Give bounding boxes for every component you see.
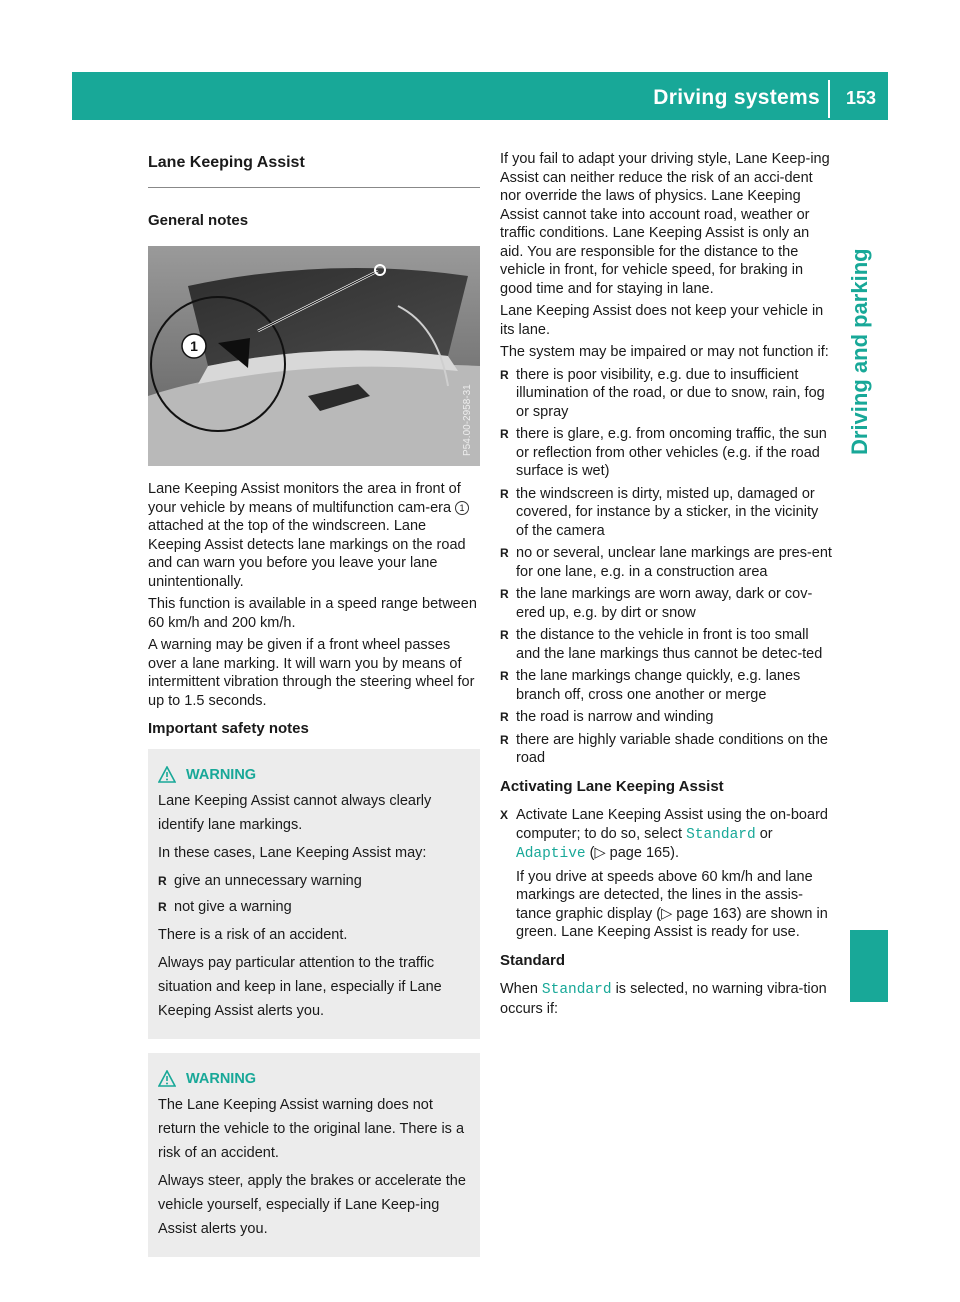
list-item: R there are highly variable shade conditions on the road <box>500 731 828 766</box>
warning-text: The Lane Keeping Assist warning does not return the vehicle to the original lane. There is a risk of an accident. <box>158 1096 465 1161</box>
warning-text: Always pay particular attention to the traffic situation and keep in lane, especially if Lane Keeping Assist alerts you. <box>158 954 442 1019</box>
left-column <box>148 150 480 1257</box>
paragraph: Lane Keeping Assist does not keep your vehicle in its lane. <box>500 303 824 338</box>
section-title: Driving systems <box>653 86 820 109</box>
speed-paragraph: This function is available in a speed range between 60 km/h and 200 km/h. <box>148 596 477 631</box>
list-item: R no or several, unclear lane markings are pres-ent for one lane, e.g. in a construction area <box>500 545 832 580</box>
activating-heading: Activating Lane Keeping Assist <box>500 777 724 795</box>
intro-text: Lane Keeping Assist monitors the area in front of your vehicle by means of multifunction cam-era <box>148 481 461 516</box>
action-step: X Activate Lane Keeping Assist using the on-board computer; to do so, select Standard or Adaptive (▷ page 165). If you drive at speeds above 60 km/h and lane markings are detected, the lines in the assis-tance graphic display (▷ page 163) are shown in green. Lane Keeping Assist is ready for use. <box>500 807 828 940</box>
figure-code: P54.00-2958-31 <box>462 384 473 456</box>
warning-text: There is a risk of an accident. <box>158 926 348 943</box>
warning-box <box>148 749 480 1039</box>
warning-paragraph: A warning may be given if a front wheel passes over a lane marking. It will warn you by means of intermittent vibration through the steering wheel for up to 1.5 seconds. <box>148 637 475 709</box>
warning-text: In these cases, Lane Keeping Assist may: <box>158 844 427 861</box>
windscreen-camera-photo <box>148 246 480 466</box>
list-item: R give an unnecessary warning <box>158 872 362 889</box>
right-column <box>500 150 832 1022</box>
general-notes-heading: General notes <box>148 211 249 229</box>
warning-triangle-icon <box>158 1070 176 1088</box>
list-item: R the lane markings change quickly, e.g. lanes branch off, cross one another or merge <box>500 668 801 703</box>
intro-paragraph <box>148 480 480 591</box>
warning-box <box>148 1053 480 1257</box>
page-ref-icon: ▷ <box>661 905 673 922</box>
standard-option: Standard <box>686 826 756 843</box>
chapter-marker <box>850 930 888 1002</box>
warning-text: Always steer, apply the brakes or accelerate the vehicle yourself, especially if Lane Keep-ing Assist alerts you. <box>158 1172 466 1237</box>
warning-label: WARNING <box>186 766 257 783</box>
figure-callout: 1 <box>190 338 198 354</box>
list-item: R there is poor visibility, e.g. due to insufficient illumination of the road, or due to snow, rain, fog or spray <box>500 366 825 420</box>
list-item: R the road is narrow and winding <box>500 709 714 725</box>
safety-heading: Important safety notes <box>148 720 309 737</box>
page-title: Lane Keeping Assist <box>148 150 480 188</box>
page-number: 153 <box>845 88 876 108</box>
adaptive-option: Adaptive <box>516 846 586 862</box>
page-ref-link[interactable]: page 165). <box>605 845 680 861</box>
page-ref-icon: ▷ <box>594 845 606 861</box>
warning-text: Lane Keeping Assist cannot always clearly identify lane markings. <box>158 792 432 833</box>
list-item: R the lane markings are worn away, dark or cov-ered up, e.g. by dirt or snow <box>500 586 813 621</box>
list-item: R not give a warning <box>158 898 292 915</box>
page-ref-link[interactable]: page 163) are shown in green. Lane Keeping Assist is ready for use. <box>516 905 828 940</box>
standard-paragraph: When Standard is selected, no warning vibra-tion occurs if: <box>500 981 827 1017</box>
warning-label: WARNING <box>186 1070 257 1087</box>
standard-heading: Standard <box>500 951 566 969</box>
paragraph: The system may be impaired or may not function if: <box>500 344 829 360</box>
header-divider <box>828 80 830 118</box>
chapter-tab: Driving and parking <box>847 248 872 455</box>
conditions-list <box>500 366 832 768</box>
paragraph: If you fail to adapt your driving style, Lane Keep-ing Assist can neither reduce the risk of an acci-dent nor override the laws of physics. Lane Keeping Assist cannot take into account road, weather or traffic conditions. Lane Keeping Assist is only an aid. You are responsible for the distance to the vehicle in front, for vehicle speed, for braking in good time and for staying in lane. <box>500 151 830 297</box>
list-item: R the distance to the vehicle in front is too small and the lane markings thus cannot be detec-ted <box>500 627 823 662</box>
camera-callout: 1 <box>455 501 469 515</box>
list-item: R the windscreen is dirty, misted up, damaged or covered, for instance by a sticker, in the vicinity of the camera <box>500 485 819 539</box>
list-item: R there is glare, e.g. from oncoming traffic, the sun or reflection from other vehicles (e.g. if the road surface is wet) <box>500 426 827 479</box>
page-header <box>72 72 888 120</box>
intro-text-cont: attached at the top of the windscreen. Lane Keeping Assist detects lane markings on the road and can warn you before you leave your lane unintentionally. <box>148 518 466 590</box>
warning-triangle-icon <box>158 766 176 784</box>
standard-option: Standard <box>541 982 612 998</box>
car-windscreen-illustration <box>148 246 480 466</box>
